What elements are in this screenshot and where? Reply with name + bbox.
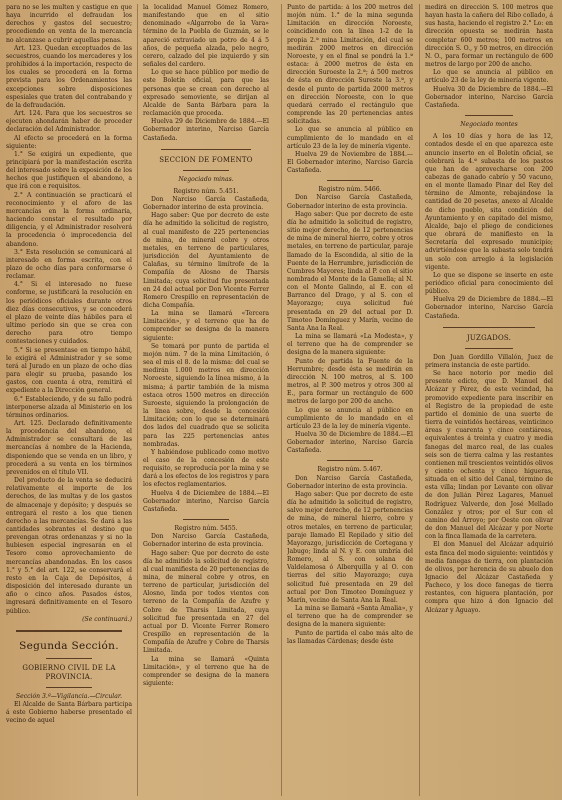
- paragraph: Hago saber: Que por decreto de este día he admitido la solicitud de registro, sitio mejor derecho, de 12 pertenencias de mina de mineral hierro, cobre y otros metales, en terreno de particular, paraje llamado de la Escondida, al sitio de la Fuente de la Herrumbre, jurisdicción de Cumbres Mayores; linda al P. con el sitio nombrado el Monte de la Gamella; al N. con el Monte Galindo, al E. con el Barranco del Drago, y al S. con el Mayorazgo; cuya solicitud fué presentada en 29 del actual por D. Timoteo Domínguez y Marín, vecino de Santa Ana la Real.: [287, 210, 413, 332]
- section-heading: JUZGADOS.: [466, 333, 512, 342]
- divider: [465, 348, 513, 349]
- paragraph: El Alcalde de Santa Bárbara participa á este Gobierno haberse presentado el vecino de aquel: [6, 701, 132, 725]
- divider: [46, 687, 92, 688]
- divider: [465, 115, 513, 116]
- paragraph: Art. 124. Para que los secuestros se ejecuten ahondarán haber de proceder declaración del Administrador.: [6, 110, 132, 134]
- divider: [46, 658, 92, 659]
- divider: [443, 327, 535, 328]
- paragraph: Hago saber: Que por decreto de este día he admitido la solicitud de registro, al cual manifesto de 225 pertenencias de mina, de mineral cobre y otros metales, en terreno de particulares, jurisdicción del Ayuntamiento de Calañas, su término limítrofe de la Compañía de Alosno de Tharsis Limitada; cuya solicitud fue presentada en 24 del actual por Don Vicente Ferrer Romero Crespillo en representación de dicha Compañía.: [143, 212, 269, 309]
- paragraph: Lo que se anuncia al público en cumplimiento de lo mandado en el artículo 23 de la ley de minería vigente.: [287, 406, 413, 430]
- paragraph: Huelva 30 de Diciembre de 1884.—El Gobernador interino, Narciso García Castañeda.: [287, 430, 413, 455]
- registry-title: Registro núm. 5.467.: [317, 466, 383, 474]
- column-4: [425, 4, 553, 796]
- section-heading: SECCION DE FOMENTO: [159, 155, 253, 164]
- paragraph: Don Juan Gordillo Villalón, Juez de primera instancia de este partido.: [425, 353, 553, 369]
- paragraph: Don Narciso García Castañeda, Gobernador interino de esta provincia.: [287, 194, 413, 210]
- paragraph: Huelva 4 de Diciembre de 1884.—El Gobernador interino, Narciso García Castañeda.: [143, 489, 269, 513]
- paragraph: Huelva 29 de Diciembre de 1884.—El Gobernador interino, Narciso García Castañeda.: [143, 118, 269, 142]
- paragraph: Punto de partida la Fuente de la Herrumbre; desde ésta se medirán en dirección N. 100 metros, al S. 100 metros, al P. 300 metros y otros 300 al E., para formar un rectángulo de 600 metros de largo por 200 de ancho.: [287, 357, 413, 406]
- paragraph: Huelva 29 de Diciembre de 1884.—El Gobernador interino, Narciso García Castañeda.: [425, 296, 553, 320]
- paragraph: La mina se llamará «Quinta Limitación», y el terreno que ha de comprender se designa de la manera siguiente:: [143, 655, 269, 688]
- divider: [183, 170, 229, 171]
- paragraph: Lo que se anuncia al público en cumplimiento de lo mandado en el artículo 23 de la ley de minería vigente.: [287, 126, 413, 150]
- column-rule: [281, 4, 282, 796]
- column-1: [6, 4, 132, 796]
- paragraph: medirá en dirección S. 100 metros que hayan hasta la cañera del Ribo collado, á sus hasta, haciendo el registro 2.° Lo: en dirección opuesta se medirán hasta completar 600 metros; 100 metros en dirección S. O., y 50 metros, en dirección N. O., para formar un rectángulo de 600 metros de largo por 200 de ancho.: [425, 4, 553, 69]
- paragraph: Huelva 30 de Diciembre de 1884.—El Gobernador interino, Narciso García Castañeda.: [425, 85, 553, 109]
- paragraph: Se tomará por punto de partida el mojón núm. 7 de la mina Limitación, ó sea el mis el 8. de la misma: del cual se medirán 1.000 metros en dirección Noroeste, siguiendo la línea mismo, á la misma; á partir también de la misma estaca otros 1500 metros en dirección Suroeste, siguiendo la prolongación de la línea sobre, desde la concesión Limitación; con lo que se determinará dos lados del cuadrado que se solicita para las 225 pertenencias antes nombradas.: [143, 342, 269, 448]
- paragraph: Hago saber: Que por decreto de este día he admitido la solicitud de registro, al cual manifiesta de 20 pertenencias de mina, de mineral cobre y otros, en terreno de particular, jurisdicción del Alosno, linda por todos vientos con terreno de la Compañía de Azufre y Cobre de Tharsis Limitada, cuya solicitud fue presentada en 27 del actual por D. Vicente Ferrer Romero Crespillo en representación de la Compañía de Azufre y Cobre de Tharsis Limitada.: [143, 549, 269, 655]
- registry-title: Registro núm. 5455.: [174, 525, 238, 533]
- column-rule: [419, 4, 420, 796]
- paragraph: Se hace notorio por medio del presente edicto, que D. Manuel del Alcázar y Pérez, de este vecindad, ha promovido expediente para inscribir en el Registro de la propiedad de este partido el dominio de una suerte de tierra de veintidós hectáreas, veinticinco áreas y cuarenta y cinco centiáreas, equivalentes á treinta y cuatro y media fanegas del marco real, de las cuales seis son de tierra calma y las restantes contienen mil trescientos veintidós olivos y ciento ochenta y cinco higueras, situada en el sitio del Canal, término de esta villa; lindan por Levante con olivar de don Julián Pérez Lagares, Manuel Rodríguez Valverde, don José Mellado González y otros; por el Sur con el camino del Arroyo; por Oeste con olivar de don Manuel del Alcázar y por Norte con la finca llamada de la carretera.: [425, 370, 553, 541]
- paragraph: 4.° Si el interesado no fuese conforme, se justificará la resolución en los periódicos oficiales durante otros diez días consecutivos, y se concederá el plazo de veinte días hábiles para el ultimo período sin que se crea con derecho para otro tiempo contestaciones y cuidados.: [6, 281, 132, 346]
- paragraph: Hago saber: Que por decreto de este día he admitido la solicitud de registro, salvo mejor derecho, de 12 pertenencias de mina, de mineral hierro, cobre y otros metales, en terreno de particular, paraje llamado El Repilado y sitio del Mayorazgo, jurisdicción de Cortegana y Jabugo; linda al N. y E. con umbría del Romero, al S. con solana de Valdelamosa ó Alberquilla y al O. con tierras del sitio Mayorazgo; cuya solicitud fué presentada en 29 del actual por Don Timoteo Domínguez y Marín, vecino de Santa Ana la Real.: [287, 490, 413, 604]
- paragraph: Punto de partida: á los 200 metros del mojón núm. 1.° de la mina segunda Limitación en dirección Noroeste, coincidiendo con la línea 1-2 de la propia 2.ª mina Limitación, del cual se medirán 2000 metros en dirección Noroeste, y en el final se pondrá la 1.ª estaca: á 2000 metros de ésta en dirección Suroeste la 2.ª; á 500 metros de ésta en dirección Sureste la 3.ª, y desde el punto de partida 2000 metros en dirección Noroeste, con lo que quedará cerrado el rectángulo que comprende las 20 pertenencias antes solicitadas.: [287, 4, 413, 126]
- section-divider: [16, 630, 122, 632]
- paragraph: Lo que se anuncia al público en artículo 23 de la ley de minería vigente.: [425, 69, 553, 85]
- continuation-note: (Se continuará.): [82, 615, 132, 623]
- paragraph: Don Narciso García Castañeda, Gobernador interino de esta provincia.: [287, 474, 413, 490]
- paragraph: Al efecto se procederá en la forma siguiente:: [6, 134, 132, 150]
- column-rule: [137, 4, 138, 796]
- paragraph: La mina se llamará «Tercera Limitación», y el terreno que ha de comprender se designa de la manera siguiente:: [143, 310, 269, 342]
- subsection-heading: Negociado montes: [460, 121, 518, 129]
- paragraph: Del producto de la venta se deducirá relativamente el importe de los derechos, de las multas y de los gastos de almacenaje y depósito; y después se entregará el resto a los que tienen derecho a las mercancías. Se dará a las cantidades sobrantes el destino que prevengan otras ordenanzas y si no la hubiesen especial ingresarán en el Tesoro como aprovechamiento de mercancías abandonadas. En los casos 1.° y 5.° del art. 122, se conservará el resto en la Caja de Depósitos, á disposición del interesado durante un año o cinco años. Pasados éstos, ingresará definitivamente en el Tesoro público.: [6, 477, 132, 615]
- paragraph: El don Manuel del Alcázar adquirió esta finca del modo siguiente: veintidós y media fanegas de tierra, con plantación de olivos, por herencia de su abuelo don Ignacio del Alcázar Castañeda y Pacheco, y los doce fanegas de tierra restantes, con higuera plantación, por compra que hizo á don Ignacio del Alcázar y Aguayo.: [425, 541, 553, 614]
- paragraph: Don Narciso García Castañeda, Gobernador interino de esta provincia.: [143, 533, 269, 549]
- paragraph: Lo que se hace público por medio de este Boletín oficial, para que las personas que se crean con derecho al expresado semoviente, se dirijan al Alcalde de Santa Bárbara para la reclamación que proceda.: [143, 69, 269, 118]
- paragraph: 2.° A continuación se practicará el reconocimiento y el aforo de las mercancías en la forma ordinaria, haciendo constar el resultado por diligencia, y el Administrador resolverá la procedencia ó improcedencia del abandono.: [6, 191, 132, 248]
- paragraph: A los 10 días y hora de las 12, contados desde el en que aparezca este anuncio inserto en el Boletín oficial, se celebrará la 4.ª subasta de los pastos que han de aprovecharse con 200 cabezas de ganado cabrío y 50 vacuno, en el monte llamado Pinar del Rey del término de Almonte, rebajándose la cantidad de 20 pesetas, anexo al Alcalde de dicho pueblo, sita condición del Ayuntamiento y en capitado del mismo, Alcalde, bajo el pliego de condiciones que obrará de manifiesto en la Secretaría del expresado municipio; advirtiéndose que la subasta solo tendrá un solo con arreglo á la legislación vigente.: [425, 133, 553, 271]
- subtitle: Sección 3.ª—Vigilancia.—Circular.: [15, 692, 123, 700]
- subsection-heading: Negociado minas.: [178, 175, 234, 183]
- paragraph: la localidad Manuel Gómez Romero, manifestando que en el sitio denominado «Algarrobo de la Vara» término de la Puebla de Guzmán, se le apareció extraviado un potro de 4 á 5 años, de pequeña alzada, pelo negro, cerero, calzado del pie izquierdo y sin señales del cardero.: [143, 4, 269, 69]
- paragraph: para no se les multen y castigue en que haya incurrido el defraudan los derechos y gastos del secuestro; procediendo en venta de la mercancía no alcanzase a cubrir aquellas penas.: [6, 4, 132, 44]
- paragraph: 5.° Si se presentase en tiempo hábil, le exigirá el Administrador y se some terá al Jurado en un plazo de ocho días para elegir su prueba, pasando los gastos, con cuenta á otra, remitirá el expediente a la Dirección general.: [6, 346, 132, 395]
- paragraph: Lo que se dispone se inserte en este periódico oficial para conocimiento del público.: [425, 271, 553, 296]
- paragraph: Don Narciso García Castañeda, Gobernador interino de esta provincia.: [143, 195, 269, 212]
- paragraph: La mina se llamará «La Modesta», y el terreno que ha de comprender se designa de la manera siguiente:: [287, 333, 413, 357]
- divider: [327, 460, 373, 461]
- paragraph: 1.° Se exigirá un expediente, que principiará por la manifestación escrita del interesado sobre la exposición de los hechos que justifiquen el abandono, a que irá con e requisitos.: [6, 150, 132, 191]
- section-title: Segunda Sección.: [19, 639, 119, 652]
- paragraph: 6.° Estableciendo, y de su fallo podrá interponerse alzada al Ministerio en los términos ordinarios.: [6, 395, 132, 419]
- paragraph: Art. 123. Quedan exceptuados de las secuestros, cuando los mercaderes y los prohibidos á la importación, respecto de los cuales se procederá en la forma prevista para los Ordenamientos las excepciones sobre disposiciones espesiales que traten del contrabando y de la defraudación.: [6, 44, 132, 109]
- paragraph: Y habiéndose publicado como motivo el caso de la concesión de este requisito, se reproducía por la mina y se dará a los efectos de los registros y para los efectos reglamentarios.: [143, 448, 269, 489]
- paragraph: La mina se llamará «Santa Amalia», y el terreno que ha de comprender se designa de la manera siguiente:: [287, 605, 413, 629]
- paragraph: Punto de partida el cabo más alto de las llamadas Cárdenas; desde éste: [287, 629, 413, 645]
- registry-title: Registro núm. 5466.: [318, 186, 382, 194]
- paragraph: Art. 125. Declarado definitivamente la procedencia del abandono, el Administrador se consultará de las mercancías á nombre de la Hacienda, disponiendo que se venda en un libro, y procederá a su venta en los términos prevenidos en el título VII.: [6, 419, 132, 476]
- paragraph: Huelva 29 de Noviembre de 1884.—El Gobernador interino, Narciso García Castañeda.: [287, 150, 413, 175]
- column-2: [143, 4, 269, 796]
- divider: [327, 180, 373, 181]
- divider: [183, 519, 229, 520]
- government-title: GOBIERNO CIVIL DE LA PROVINCIA.: [22, 663, 116, 681]
- column-3: [287, 4, 413, 796]
- registry-title: Registro núm. 5.451.: [173, 187, 239, 195]
- paragraph: 3.° Esta resolución se comunicará al interesado en forma escrita, con el plazo de ocho días para conformarse ó reclamar.: [6, 248, 132, 281]
- divider: [161, 149, 251, 150]
